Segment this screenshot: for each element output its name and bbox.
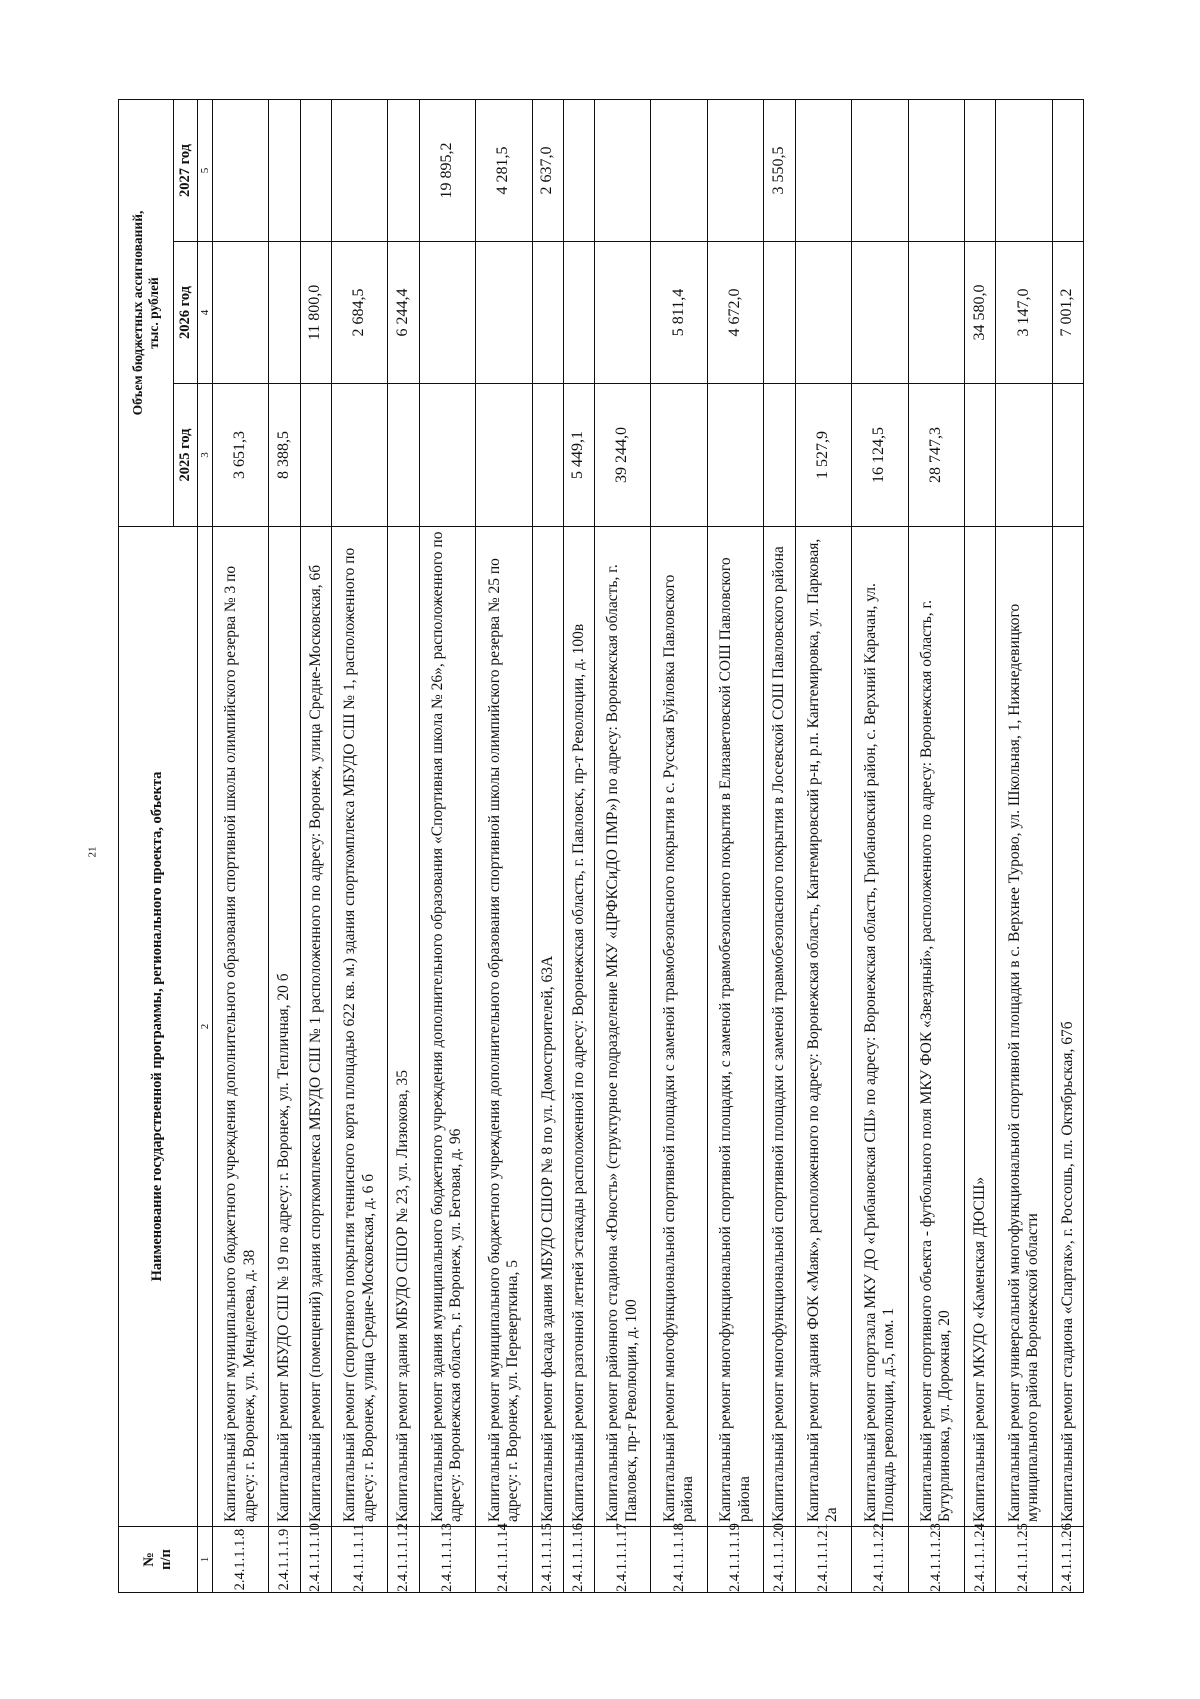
budget-table xyxy=(118,99,1084,1593)
table-row xyxy=(764,100,795,1593)
row-value-2025 xyxy=(1052,384,1083,527)
row-value-2026 xyxy=(213,242,269,384)
table-row xyxy=(795,100,851,1593)
row-number: 2.4.1.1.1.22 xyxy=(852,1527,908,1593)
row-name: Капитальный ремонт универсальной многофункциональной спортивной площадки в с. Верхнее Турово, ул. Школьная, 1, Нижнедевицкого муниципального района Воронежской области xyxy=(996,527,1052,1527)
table-row xyxy=(476,100,532,1593)
table-row xyxy=(852,100,908,1593)
table-row xyxy=(563,100,594,1593)
table-row xyxy=(300,100,331,1593)
row-value-2026 xyxy=(269,242,300,384)
row-number: 2.4.1.1.1.20 xyxy=(764,1527,795,1593)
row-value-2027 xyxy=(331,100,387,242)
table-row xyxy=(965,100,996,1593)
row-number: 2.4.1.1.1.9 xyxy=(269,1527,300,1593)
row-name: Капитальный ремонт спортзала МКУ ДО «Грибановская СШ» по адресу: Воронежская область, Грибановский район, с. Верхний Карачан, ул. Площадь революции, д.5, пом. 1 xyxy=(852,527,908,1527)
row-value-2027 xyxy=(1052,100,1083,242)
row-name: Капитальный ремонт муниципального бюджетного учреждения дополнительного образования спортивной школы олимпийского резерва № 3 по адресу: г. Воронеж, ул. Менделеева, д. 38 xyxy=(213,527,269,1527)
row-value-2025 xyxy=(388,384,419,527)
row-value-2027 xyxy=(594,100,650,242)
table-row xyxy=(532,100,563,1593)
col-index-2: 2 xyxy=(198,527,213,1527)
table-row xyxy=(213,100,269,1593)
table-row xyxy=(269,100,300,1593)
header-name: Наименование государственной программы, регионального проекта, объекта xyxy=(119,527,198,1527)
row-value-2025 xyxy=(965,384,996,527)
row-value-2027 xyxy=(965,100,996,242)
table-body xyxy=(213,100,1084,1593)
row-name: Капитальный ремонт многофункциональной спортивной площадки с заменой травмобезопасного покрытия в с. Русская Буйловка Павловского района xyxy=(651,527,707,1527)
row-value-2027 xyxy=(707,100,763,242)
row-name: Капитальный ремонт многофункциональной спортивной площадки с заменой травмобезопасного покрытия в Лосевской СОШ Павловского района xyxy=(764,527,795,1527)
row-number: 2.4.1.1.1.13 xyxy=(419,1527,475,1593)
row-value-2026 xyxy=(594,242,650,384)
row-value-2027 xyxy=(908,100,964,242)
table-row xyxy=(707,100,763,1593)
row-number: 2.4.1.1.1.11 xyxy=(331,1527,387,1593)
row-value-2025 xyxy=(996,384,1052,527)
row-number: 2.4.1.1.1.23 xyxy=(908,1527,964,1593)
row-name: Капитальный ремонт МКУДО «Каменская ДЮСШ» xyxy=(965,527,996,1527)
row-value-2025: 39 244,0 xyxy=(594,384,650,527)
row-number: 2.4.1.1.1.24 xyxy=(965,1527,996,1593)
row-value-2027 xyxy=(563,100,594,242)
table-row xyxy=(651,100,707,1593)
col-index-5: 5 xyxy=(198,100,213,242)
row-value-2027: 3 550,5 xyxy=(764,100,795,242)
header-year-2026: 2026 год xyxy=(173,242,197,384)
row-value-2025: 1 527,9 xyxy=(795,384,851,527)
row-name: Капитальный ремонт здания ФОК «Маяк», расположенного по адресу: Воронежская область, Кантемировский р-н, р.п. Кантемировка, ул. Парковая, 2а xyxy=(795,527,851,1527)
header-budget: Объем бюджетных ассигнований, тыс. рублей xyxy=(119,100,174,527)
row-number: 2.4.1.1.1.26 xyxy=(1052,1527,1083,1593)
row-value-2025 xyxy=(532,384,563,527)
row-value-2025 xyxy=(476,384,532,527)
row-value-2027: 19 895,2 xyxy=(419,100,475,242)
row-value-2027 xyxy=(269,100,300,242)
row-value-2027 xyxy=(300,100,331,242)
row-value-2027: 2 637,0 xyxy=(532,100,563,242)
row-value-2025 xyxy=(707,384,763,527)
row-value-2026: 34 580,0 xyxy=(965,242,996,384)
rotated-table-wrapper xyxy=(118,100,1076,1593)
header-number: № п/п xyxy=(119,1527,198,1593)
row-number: 2.4.1.1.1.8 xyxy=(213,1527,269,1593)
row-name: Капитальный ремонт муниципального бюджетного учреждения дополнительного образования спортивной школы олимпийского резерва № 25 по адресу: г. Воронеж, ул. Переверткина, 5 xyxy=(476,527,532,1527)
row-name: Капитальный ремонт спортивного объекта - футбольного поля МКУ ФОК «Звездный», расположенного по адресу: Воронежская область, г. Бутурлиновка, ул. Дорожная, 20 xyxy=(908,527,964,1527)
header-year-2027: 2027 год xyxy=(173,100,197,242)
row-value-2027: 4 281,5 xyxy=(476,100,532,242)
row-number: 2.4.1.1.1.25 xyxy=(996,1527,1052,1593)
row-number: 2.4.1.1.1.21 xyxy=(795,1527,851,1593)
row-value-2025: 16 124,5 xyxy=(852,384,908,527)
table-row xyxy=(1052,100,1083,1593)
row-value-2026: 11 800,0 xyxy=(300,242,331,384)
row-number: 2.4.1.1.1.16 xyxy=(563,1527,594,1593)
row-number: 2.4.1.1.1.10 xyxy=(300,1527,331,1593)
row-name: Капитальный ремонт фасада здания МБУДО СШОР № 8 по ул. Домостроителей, 63А xyxy=(532,527,563,1527)
row-value-2026 xyxy=(852,242,908,384)
table-row xyxy=(996,100,1052,1593)
row-value-2025 xyxy=(651,384,707,527)
row-number: 2.4.1.1.1.14 xyxy=(476,1527,532,1593)
row-value-2025: 3 651,3 xyxy=(213,384,269,527)
row-name: Капитальный ремонт (помещений) здания спорткомплекса МБУДО СШ № 1 расположенного по адресу: Воронеж, улица Средне-Московская, 6б xyxy=(300,527,331,1527)
row-name: Капитальный ремонт здания муниципального бюджетного учреждения дополнительного образования «Спортивная школа № 26», расположенного по адресу: Воронежская область, г. Воронеж, ул. Беговая, д. 96 xyxy=(419,527,475,1527)
row-value-2026 xyxy=(532,242,563,384)
page-number: 21 xyxy=(86,846,99,858)
row-value-2026: 7 001,2 xyxy=(1052,242,1083,384)
row-value-2025: 28 747,3 xyxy=(908,384,964,527)
row-value-2026 xyxy=(563,242,594,384)
col-index-3: 3 xyxy=(198,384,213,527)
row-value-2026: 2 684,5 xyxy=(331,242,387,384)
row-name: Капитальный ремонт МБУДО СШ № 19 по адресу: г. Воронеж, ул. Тепличная, 20 б xyxy=(269,527,300,1527)
row-value-2026: 3 147,0 xyxy=(996,242,1052,384)
row-value-2027 xyxy=(388,100,419,242)
row-value-2025 xyxy=(764,384,795,527)
row-value-2026 xyxy=(764,242,795,384)
row-value-2025: 5 449,1 xyxy=(563,384,594,527)
row-value-2027 xyxy=(852,100,908,242)
row-value-2026: 5 811,4 xyxy=(651,242,707,384)
row-value-2027 xyxy=(996,100,1052,242)
row-number: 2.4.1.1.1.19 xyxy=(707,1527,763,1593)
row-value-2026 xyxy=(795,242,851,384)
table-row xyxy=(331,100,387,1593)
row-value-2025 xyxy=(300,384,331,527)
row-name: Капитальный ремонт (спортивного покрытия теннисного корта площадью 622 кв. м.) здания спорткомплекса МБУДО СШ № 1, расположенного по адресу: г. Воронеж, улица Средне-Московская, д. 6 б xyxy=(331,527,387,1527)
row-value-2026: 4 672,0 xyxy=(707,242,763,384)
row-number: 2.4.1.1.1.12 xyxy=(388,1527,419,1593)
row-name: Капитальный ремонт стадиона «Спартак», г. Россошь, пл. Октябрьская, 67б xyxy=(1052,527,1083,1527)
row-number: 2.4.1.1.1.15 xyxy=(532,1527,563,1593)
row-name: Капитальный ремонт многофункциональной спортивной площадки, с заменой травмобезопасного покрытия в Елизаветовской СОШ Павловского района xyxy=(707,527,763,1527)
col-index-1: 1 xyxy=(198,1527,213,1593)
row-value-2026 xyxy=(476,242,532,384)
table-row xyxy=(594,100,650,1593)
row-value-2027 xyxy=(213,100,269,242)
row-value-2027 xyxy=(795,100,851,242)
table-row xyxy=(908,100,964,1593)
row-value-2026 xyxy=(908,242,964,384)
row-value-2027 xyxy=(651,100,707,242)
row-number: 2.4.1.1.1.18 xyxy=(651,1527,707,1593)
row-name: Капитальный ремонт разгонной летней эстакады расположенной по адресу: Воронежская область, г. Павловск, пр-т Революции, д. 100в xyxy=(563,527,594,1527)
col-index-4: 4 xyxy=(198,242,213,384)
row-value-2025 xyxy=(331,384,387,527)
row-value-2026 xyxy=(419,242,475,384)
row-number: 2.4.1.1.1.17 xyxy=(594,1527,650,1593)
row-name: Капитальный ремонт здания МБУДО СШОР № 23, ул. Лизюкова, 35 xyxy=(388,527,419,1527)
row-name: Капитальный ремонт районного стадиона «Юность» (структурное подразделение МКУ «ЦРФКСиДО ПМР») по адресу: Воронежская область, г. Павловск, пр-т Революции, д. 100 xyxy=(594,527,650,1527)
header-year-2025: 2025 год xyxy=(173,384,197,527)
table-row xyxy=(388,100,419,1593)
row-value-2025: 8 388,5 xyxy=(269,384,300,527)
row-value-2025 xyxy=(419,384,475,527)
row-value-2026: 6 244,4 xyxy=(388,242,419,384)
table-row xyxy=(419,100,475,1593)
